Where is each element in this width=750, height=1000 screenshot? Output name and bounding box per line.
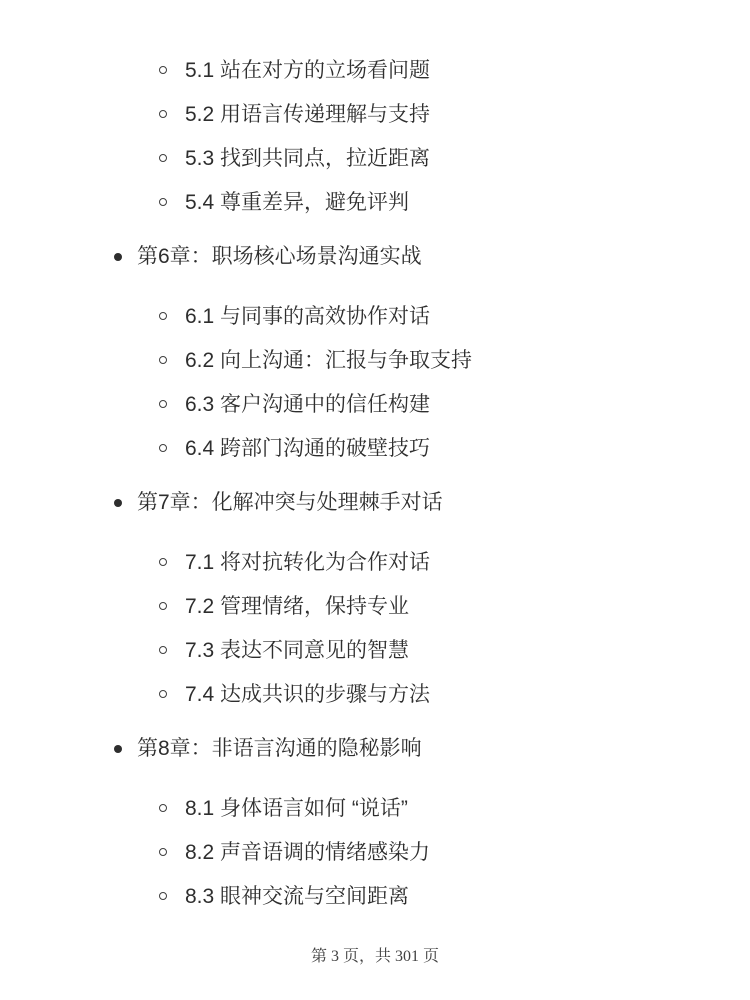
toc-item <box>0 295 750 339</box>
bullet-circle-icon <box>159 646 167 654</box>
toc-item-label: 8.3 眼神交流与空间距离 <box>185 885 410 908</box>
toc-item-label: 6.2 向上沟通：汇报与争取支持 <box>185 349 473 372</box>
page-number-footer: 第 3 页，共 301 页 <box>310 948 439 965</box>
toc-item <box>0 383 750 427</box>
bullet-disc-icon <box>114 745 122 753</box>
toc-item <box>0 541 750 585</box>
toc-chapter-title <box>0 481 750 525</box>
toc-item-label: 7.3 表达不同意见的智慧 <box>185 639 410 662</box>
bullet-circle-icon <box>159 356 167 364</box>
toc-item-label: 6.4 跨部门沟通的破壁技巧 <box>185 437 431 460</box>
bullet-circle-icon <box>159 154 167 162</box>
bullet-circle-icon <box>159 444 167 452</box>
bullet-circle-icon <box>159 558 167 566</box>
toc-item-label: 6.3 客户沟通中的信任构建 <box>185 393 431 416</box>
toc-sublist-chapter5 <box>0 49 750 225</box>
toc-item <box>0 831 750 875</box>
bullet-circle-icon <box>159 312 167 320</box>
toc-item <box>0 181 750 225</box>
bullet-disc-icon <box>114 499 122 507</box>
toc-item-label: 8.1 身体语言如何 “说话” <box>185 797 408 820</box>
bullet-circle-icon <box>159 66 167 74</box>
bullet-circle-icon <box>159 848 167 856</box>
toc-item-label: 5.4 尊重差异，避免评判 <box>185 191 410 214</box>
toc-item <box>0 49 750 93</box>
toc-item <box>0 787 750 831</box>
toc-sublist-chapter7 <box>0 541 750 717</box>
toc-item <box>0 875 750 919</box>
toc-item <box>0 137 750 181</box>
toc-item <box>0 427 750 471</box>
bullet-circle-icon <box>159 892 167 900</box>
toc-sublist-chapter6 <box>0 295 750 471</box>
toc-item-label: 7.1 将对抗转化为合作对话 <box>185 551 431 574</box>
toc-chapter-label: 第7章：化解冲突与处理棘手对话 <box>137 491 443 514</box>
toc-item <box>0 585 750 629</box>
toc-chapter-label: 第8章：非语言沟通的隐秘影响 <box>137 737 422 760</box>
bullet-circle-icon <box>159 400 167 408</box>
toc-item <box>0 93 750 137</box>
toc-item-label: 6.1 与同事的高效协作对话 <box>185 305 431 328</box>
bullet-disc-icon <box>114 253 122 261</box>
toc-item-label: 8.2 声音语调的情绪感染力 <box>185 841 431 864</box>
toc-chapter-title <box>0 727 750 771</box>
toc-item-label: 7.4 达成共识的步骤与方法 <box>185 683 431 706</box>
bullet-circle-icon <box>159 690 167 698</box>
toc-chapter-label: 第6章：职场核心场景沟通实战 <box>137 245 422 268</box>
toc-item-label: 7.2 管理情绪，保持专业 <box>185 595 410 618</box>
toc-sublist-chapter8 <box>0 787 750 919</box>
toc-item-label: 5.1 站在对方的立场看问题 <box>185 59 431 82</box>
bullet-circle-icon <box>159 110 167 118</box>
toc-chapter-title <box>0 235 750 279</box>
toc-item <box>0 629 750 673</box>
toc-item <box>0 339 750 383</box>
toc-item-label: 5.2 用语言传递理解与支持 <box>185 103 431 126</box>
toc-item <box>0 673 750 717</box>
toc-item-label: 5.3 找到共同点，拉近距离 <box>185 147 431 170</box>
bullet-circle-icon <box>159 804 167 812</box>
bullet-circle-icon <box>159 602 167 610</box>
bullet-circle-icon <box>159 198 167 206</box>
